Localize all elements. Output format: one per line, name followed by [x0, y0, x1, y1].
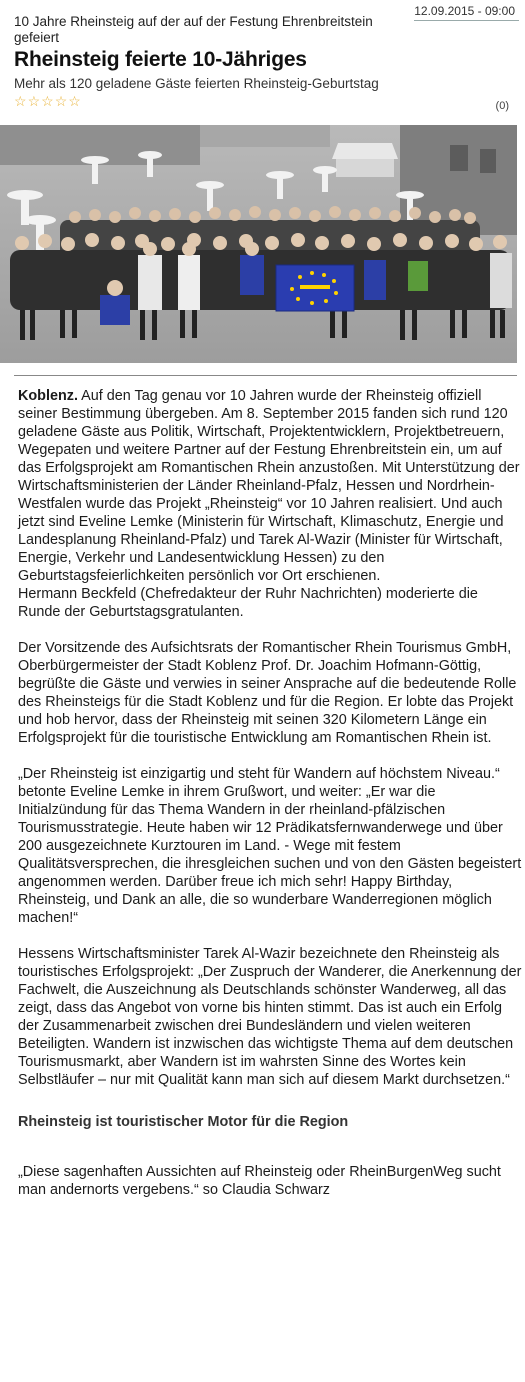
rating-count: (0) — [495, 100, 509, 112]
paragraph: Der Vorsitzende des Aufsichtsrats der Romantischer Rhein Tourismus GmbH, Oberbürgermeister der Stadt Koblenz Prof. Dr. Joachim Hofmann-Göttig, begrüßte die Gäste und verwies in seiner Ansprache auf die bedeutende Rolle des Rheinsteigs für die Stadt Koblenz und für die Region. Er lobte das Projekt und hob hervor, dass der Rheinsteig mit seinen 320 Kilometern Länge ein Erfolgsprojekt für die touristische Entwicklung am Romantischen Rhein ist. — [18, 640, 517, 746]
group-photo[interactable] — [0, 125, 517, 363]
publish-date: 12.09.2015 - 09:00 — [414, 4, 519, 21]
article-subtitle: Mehr als 120 geladene Gäste feierten Rheinsteig-Geburtstag — [14, 76, 379, 91]
article-body — [18, 387, 522, 1217]
star-icon[interactable]: ☆ — [54, 93, 68, 109]
paragraph-text: Auf den Tag genau vor 10 Jahren wurde der Rheinsteig offiziell seiner Bestimmung übergeben. Am 8. September 2015 fanden sich rund 120 geladene Gäste aus Politik, Wirtschaft, Projektentwicklern, Projektbetreuern, Wegepaten und weitere Partner auf der Festung Ehrenbreitstein ein, um auf das Erfolgsprojekt am Romantischen Rhein anzustoßen. Mit Unterstützung der Wirtschaftsministerien der Länder Rheinland-Pfalz, Hessen und Nordrhein-Westfalen wurde das Projekt „Rheinsteig“ vor 10 Jahren realisiert. Und auch jetzt sind Eveline Lemke (Ministerin für Wirtschaft, Klimaschutz, Energie und Landesplanung Rheinland-Pfalz) und Tarek Al-Wazir (Minister für Wirtschaft, Energie, Verkehr und Landesentwicklung Hessen) zu den Geburtstagsfeierlichkeiten persönlich vor Ort erschienen. — [18, 388, 520, 584]
paragraph: „Der Rheinsteig ist einzigartig und steht für Wandern auf höchstem Niveau.“ betonte Eveline Lemke in ihrem Grußwort, und weiter: „Er war die Initialzündung für das Thema Wandern in der rheinland-pfälzischen Tourismusstrategie. Heute haben wir 12 Prädikatsfernwanderwege und über 200 ausgezeichnete Kurztouren im Land. - Wege mit festem Qualitätsversprechen, die ihresgleichen suchen und von den Gästen begeistert angenommen werden. Darüber freue ich mich sehr! Happy Birthday, Rheinsteig, und Dank an alle, die so wunderbare Wanderregionen möglich machen!“ — [18, 766, 522, 926]
star-icon[interactable]: ☆ — [27, 93, 41, 109]
paragraph — [18, 387, 522, 585]
star-icon[interactable]: ☆ — [41, 93, 54, 109]
paragraph: „Diese sagenhaften Aussichten auf Rheinsteig oder RheinBurgenWeg sucht man andernorts vergebens.“ so Claudia Schwarz — [18, 1164, 501, 1198]
paragraph: Hermann Beckfeld (Chefredakteur der Ruhr Nachrichten) moderierte die Runde der Geburtstagsgratulanten. — [18, 586, 478, 620]
dateline: Koblenz. — [18, 388, 78, 404]
rating-stars[interactable] — [14, 94, 81, 108]
paragraph: Hessens Wirtschaftsminister Tarek Al-Wazir bezeichnete den Rheinsteig als touristisches Erfolgsprojekt: „Der Zuspruch der Wanderer, die Anerkennung der Fachwelt, die Auszeichnung als Deutschlands schönster Wanderweg, all das zeigt, dass das Angebot von vorne bis hinten stimmt. Das ist auch ein Erfolg der Zusammenarbeit zwischen drei Bundesländern und vielen weiteren Beteiligten. Wandern ist inzwischen das wichtigste Thema auf dem deutschen Tourismusmarkt, aber Wandern ist im wahrsten Sinne des Wortes kein Selbstläufer – nur mit Qualität kann man sich auf diesem Markt durchsetzen.“ — [18, 946, 522, 1088]
article-kicker: 10 Jahre Rheinsteig auf der auf der Festung Ehrenbreitstein gefeiert — [14, 14, 373, 45]
star-icon[interactable]: ☆ — [68, 93, 81, 109]
group-photo-image — [0, 125, 517, 363]
article-title: Rheinsteig feierte 10-Jähriges — [14, 48, 307, 71]
separator — [14, 375, 517, 376]
star-icon[interactable]: ☆ — [14, 93, 27, 109]
section-heading: Rheinsteig ist touristischer Motor für die Region — [18, 1114, 349, 1130]
